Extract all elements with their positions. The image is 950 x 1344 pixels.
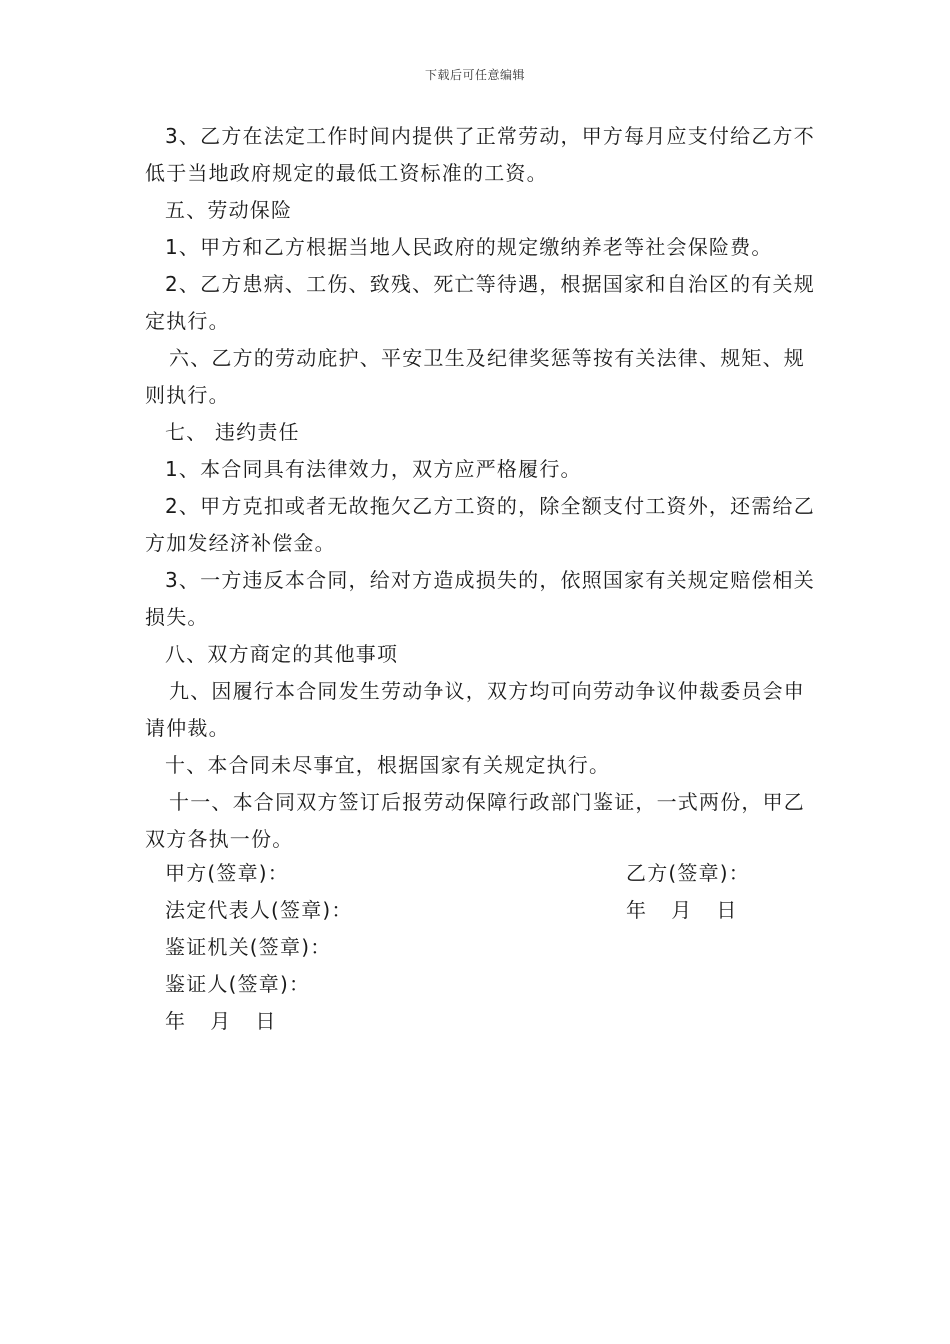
cert-org-signature-label: 鉴证机关(签章)： (165, 935, 332, 959)
section-heading-liability: 七、 违约责任 (165, 420, 300, 444)
date-day-label: 日 (716, 898, 738, 922)
signature-row-date (145, 1003, 825, 1040)
signature-row-parties (145, 855, 825, 892)
signature-row-certifier (145, 966, 825, 1003)
paragraph-breach-compensation: 3、一方违反本合同，给对方造成损失的，依照国家有关规定赔偿相关损失。 (145, 568, 815, 629)
section-heading-other-matters: 八、双方商定的其他事项 (165, 642, 399, 666)
section-heading-insurance: 五、劳动保险 (165, 198, 293, 222)
paragraph-wage-minimum: 3、乙方在法定工作时间内提供了正常劳动，甲方每月应支付给乙方不低于当地政府规定的最低工资标准的工资。 (145, 124, 815, 185)
date-month-label: 月 (210, 1009, 232, 1033)
date-year-label: 年 (626, 898, 648, 922)
contract-body (145, 118, 825, 858)
paragraph-unresolved-matters: 十、本合同未尽事宜，根据国家有关规定执行。 (165, 753, 611, 777)
signature-row-cert-org (145, 929, 825, 966)
party-b-signature-label: 乙方(签章)： (626, 861, 751, 885)
party-b-date (626, 892, 738, 929)
paragraph-social-insurance: 1、甲方和乙方根据当地人民政府的规定缴纳养老等社会保险费。 (165, 235, 773, 259)
paragraph-wage-deduction: 2、甲方克扣或者无故拖欠乙方工资的，除全额支付工资外，还需给乙方加发经济补偿金。 (145, 494, 815, 555)
paragraph-legal-effect: 1、本合同具有法律效力，双方应严格履行。 (165, 457, 582, 481)
party-a-signature-label: 甲方(签章)： (165, 861, 290, 885)
legal-rep-signature-label: 法定代表人(签章)： (165, 898, 353, 922)
paragraph-illness-treatment: 2、乙方患病、工伤、致残、死亡等待遇，根据国家和自治区的有关规定执行。 (145, 272, 815, 333)
signature-row-legal-rep (145, 892, 825, 929)
paragraph-dispute-arbitration: 九、因履行本合同发生劳动争议，双方均可向劳动争议仲裁委员会申请仲裁。 (145, 679, 805, 740)
date-year-label: 年 (165, 1009, 187, 1033)
paragraph-certification-copies: 十一、本合同双方签订后报劳动保障行政部门鉴证，一式两份，甲乙双方各执一份。 (145, 790, 805, 851)
date-day-label: 日 (255, 1009, 277, 1033)
paragraph-labor-protection: 六、乙方的劳动庇护、平安卫生及纪律奖惩等按有关法律、规矩、规则执行。 (145, 346, 805, 407)
page-header: 下载后可任意编辑 (424, 68, 525, 82)
certifier-date (165, 1003, 277, 1040)
signature-block (145, 855, 825, 1040)
certifier-signature-label: 鉴证人(签章)： (165, 972, 311, 996)
date-month-label: 月 (671, 898, 693, 922)
